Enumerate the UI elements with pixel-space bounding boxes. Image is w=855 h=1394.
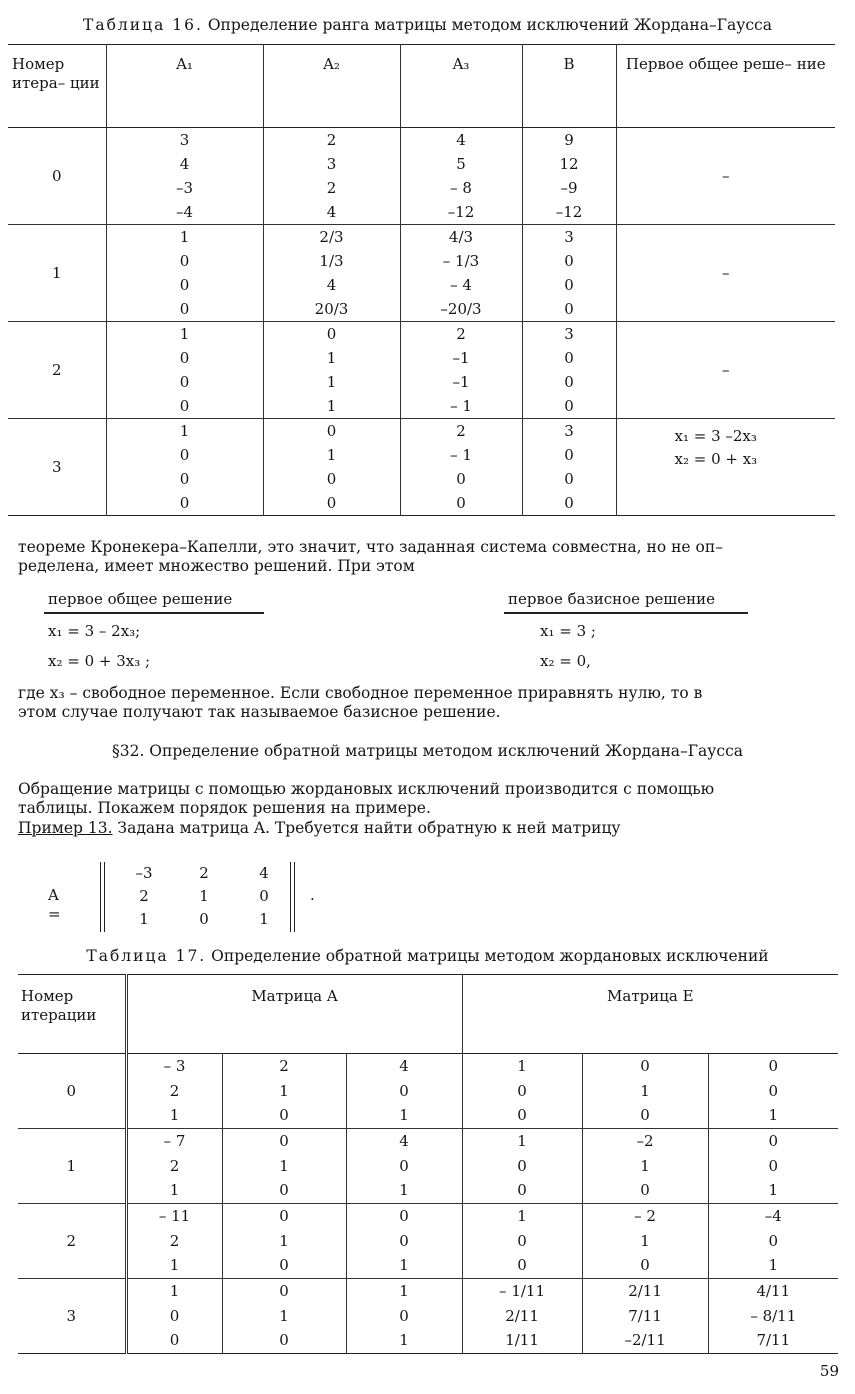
text-line: таблицы. Покажем порядок решения на примере. <box>18 799 431 818</box>
iteration-number: 3 <box>18 1279 126 1354</box>
matrix-cell: 1 <box>199 887 209 905</box>
basic-solution-rule <box>504 612 748 614</box>
paragraph-kronecker <box>18 538 838 577</box>
table16-row <box>8 419 835 516</box>
example-line <box>18 819 838 838</box>
table17-caption-text: Определение обратной матрицы методом жордановых исключений <box>211 947 769 965</box>
cell: 1 <box>399 1281 409 1300</box>
cell: –20/3 <box>440 299 482 318</box>
cell: 1 <box>640 1231 650 1250</box>
cell: 0 <box>279 1106 289 1125</box>
cell: 12 <box>559 154 579 173</box>
cell: 3 <box>326 154 337 173</box>
cell: 2 <box>279 1056 289 1075</box>
cell: 0 <box>399 1081 409 1100</box>
cell: 0 <box>179 348 190 367</box>
cell: 4/11 <box>756 1281 791 1300</box>
cell: 5 <box>456 154 466 173</box>
iteration-number: 0 <box>8 128 106 225</box>
table16-header-a3: A₃ <box>400 45 522 128</box>
cell: 1 <box>326 445 337 464</box>
table16 <box>8 44 835 516</box>
table17-header-matrix-a: Матрица A <box>126 975 462 1054</box>
cell: 0 <box>399 1206 409 1225</box>
text-line: ределена, имеет множество решений. При этом <box>18 557 415 576</box>
cell: 0 <box>399 1231 409 1250</box>
cell: 0 <box>179 493 190 512</box>
cell: 20/3 <box>314 299 349 318</box>
table16-header-row <box>8 45 835 128</box>
cell: 1 <box>279 1306 289 1325</box>
cell: 2/11 <box>628 1281 662 1300</box>
matrix-cell: 2 <box>199 864 209 882</box>
table16-caption-text: Определение ранга матрицы методом исключений Жордана–Гаусса <box>207 16 772 34</box>
cell: 0 <box>179 445 190 464</box>
cell: –12 <box>555 202 583 221</box>
cell: 7/11 <box>628 1306 662 1325</box>
cell: 0 <box>564 251 574 270</box>
cell: –4 <box>175 202 194 221</box>
cell: 0 <box>768 1081 779 1100</box>
cell: –4 <box>764 1206 782 1225</box>
cell: –2 <box>636 1131 654 1150</box>
cell: 3 <box>564 421 574 440</box>
cell: –1 <box>452 348 470 367</box>
cell: 2 <box>326 178 337 197</box>
cell: 0 <box>640 1106 650 1125</box>
cell: 1 <box>179 227 190 246</box>
cell: – 11 <box>158 1206 191 1225</box>
cell: 1 <box>768 1106 779 1125</box>
cell: 0 <box>517 1156 527 1175</box>
cell: 1 <box>517 1131 527 1150</box>
cell: 1 <box>179 421 190 440</box>
cell: 0 <box>564 372 574 391</box>
matrix-body <box>114 864 294 933</box>
table16-header-a1: A₁ <box>106 45 263 128</box>
cell: 1/3 <box>319 251 344 270</box>
text-line: теореме Кронекера–Капелли, это значит, что заданная система совместна, но не оп– <box>18 538 723 556</box>
cell: 1 <box>169 1181 180 1200</box>
cell: 2 <box>169 1231 180 1250</box>
cell: 4 <box>456 130 466 149</box>
cell: 0 <box>456 469 466 488</box>
cell: 0 <box>564 299 574 318</box>
matrix-cell: 2 <box>139 887 149 905</box>
iteration-number: 3 <box>8 419 106 516</box>
cell: 0 <box>326 324 337 343</box>
cell: 4 <box>326 275 337 294</box>
cell: 3 <box>564 227 574 246</box>
cell: 0 <box>169 1331 180 1350</box>
general-solution-rule <box>44 612 264 614</box>
cell: 4 <box>399 1056 409 1075</box>
cell: 1 <box>640 1156 650 1175</box>
table16-header-b: B <box>522 45 616 128</box>
cell: –1 <box>452 372 470 391</box>
cell: 0 <box>517 1106 527 1125</box>
iteration-number: 1 <box>8 225 106 322</box>
cell: 0 <box>640 1256 650 1275</box>
text-line: где x₃ – свободное переменное. Если свободное переменное приравнять нулю, то в <box>18 684 703 702</box>
cell: 0 <box>326 493 337 512</box>
cell: 0 <box>768 1231 779 1250</box>
table17-row <box>18 1279 838 1354</box>
cell: 0 <box>768 1156 779 1175</box>
cell: – 1 <box>450 445 472 464</box>
cell: 0 <box>564 493 574 512</box>
solution-eq-1: x₁ = 3 –2x₃ <box>674 427 757 445</box>
cell: 0 <box>640 1181 650 1200</box>
cell: – 1/3 <box>442 251 480 270</box>
text-line: этом случае получают так называемое базисное решение. <box>18 703 501 722</box>
cell: 2 <box>169 1081 180 1100</box>
cell: 0 <box>517 1081 527 1100</box>
paragraph-inverse <box>18 780 838 838</box>
general-solution-eq-1: x₁ = 3 – 2x₃; <box>48 622 141 640</box>
cell: 0 <box>279 1331 289 1350</box>
cell: 3 <box>564 324 574 343</box>
cell: 2 <box>456 421 466 440</box>
table17-header-matrix-e: Матрица E <box>462 975 838 1054</box>
table16-caption-label: Таблица 16. <box>83 16 203 34</box>
cell: 0 <box>279 1131 289 1150</box>
cell: 0 <box>564 275 574 294</box>
cell: 4 <box>326 202 337 221</box>
cell: – 1 <box>450 396 472 415</box>
cell: – 8 <box>450 178 472 197</box>
cell: 1 <box>399 1181 409 1200</box>
table16-caption <box>0 16 855 35</box>
cell: 1 <box>279 1231 289 1250</box>
cell: 4/3 <box>448 227 474 246</box>
iteration-number: 2 <box>8 322 106 419</box>
general-solution-eq-2: x₂ = 0 + 3x₃ ; <box>48 652 151 670</box>
table17 <box>18 974 838 1354</box>
section-heading: §32. Определение обратной матрицы методом исключений Жордана–Гаусса <box>111 742 743 760</box>
text-line: Обращение матрицы с помощью жордановых исключений производится с помощью <box>18 780 715 798</box>
table16-row <box>8 322 835 419</box>
example-label: Пример 13. <box>18 818 113 837</box>
matrix-tail: . <box>310 886 315 904</box>
cell: 0 <box>279 1281 289 1300</box>
paragraph-free-variable <box>18 684 838 723</box>
matrix-cell: 1 <box>139 910 149 928</box>
cell: 2 <box>169 1156 180 1175</box>
cell: 1 <box>169 1281 180 1300</box>
cell: – 4 <box>450 275 472 294</box>
cell: 1 <box>279 1156 289 1175</box>
matrix-name: A = <box>48 886 61 923</box>
solution-eq-2: x₂ = 0 + x₃ <box>674 449 758 468</box>
cell: 1 <box>169 1256 180 1275</box>
table17-row <box>18 1129 838 1204</box>
iteration-number: 0 <box>18 1054 126 1129</box>
cell: 1 <box>326 372 337 391</box>
iteration-number: 2 <box>18 1204 126 1279</box>
iteration-number: 1 <box>18 1129 126 1204</box>
cell: 2/3 <box>319 227 344 246</box>
matrix-cell: 4 <box>259 864 269 882</box>
cell: 1 <box>517 1056 527 1075</box>
cell: 0 <box>399 1156 409 1175</box>
basic-solution-title: первое базисное решение <box>508 590 715 608</box>
cell: 1 <box>326 348 337 367</box>
cell: 1 <box>399 1106 409 1125</box>
cell: 0 <box>326 469 337 488</box>
basic-solution-eq-2: x₂ = 0, <box>540 652 591 670</box>
cell: –2/11 <box>624 1331 666 1350</box>
table17-caption <box>0 947 855 966</box>
table17-header-iteration: Номер итерации <box>18 975 126 1054</box>
cell: 0 <box>517 1231 527 1250</box>
cell: 0 <box>179 469 190 488</box>
cell: –12 <box>447 202 475 221</box>
cell: 0 <box>564 469 574 488</box>
cell: 1 <box>768 1256 779 1275</box>
cell: 0 <box>179 372 190 391</box>
page-number: 59 <box>819 1362 839 1380</box>
table16-header-a2: A₂ <box>263 45 400 128</box>
cell: – 2 <box>634 1206 656 1225</box>
solution-cell: – <box>722 360 730 379</box>
cell: 1 <box>640 1081 650 1100</box>
basic-solution-eq-1: x₁ = 3 ; <box>540 622 596 640</box>
cell: 0 <box>456 493 466 512</box>
cell: 1/11 <box>505 1331 539 1350</box>
cell: 4 <box>399 1131 409 1150</box>
cell: 1 <box>399 1331 409 1350</box>
table16-row <box>8 225 835 322</box>
cell: 1 <box>169 1106 180 1125</box>
cell: –9 <box>560 178 578 197</box>
cell: 0 <box>517 1256 527 1275</box>
table16-header-iteration: Номер итера– ции <box>8 45 106 128</box>
cell: 1 <box>399 1256 409 1275</box>
cell: 1 <box>517 1206 527 1225</box>
cell: 0 <box>279 1256 289 1275</box>
cell: 0 <box>169 1306 180 1325</box>
cell: 7/11 <box>756 1331 791 1350</box>
example-text: Задана матрица A. Требуется найти обратную к ней матрицу <box>112 818 621 837</box>
cell: – 7 <box>163 1131 186 1150</box>
table17-header-row <box>18 975 838 1054</box>
cell: 0 <box>326 421 337 440</box>
cell: 1 <box>179 324 190 343</box>
solution-cell: – <box>722 166 730 185</box>
cell: 0 <box>279 1206 289 1225</box>
cell: – 3 <box>163 1056 186 1075</box>
table17-row <box>18 1054 838 1129</box>
cell: 9 <box>564 130 574 149</box>
matrix-right-bar <box>290 862 295 932</box>
cell: 0 <box>179 299 190 318</box>
cell: 0 <box>768 1131 779 1150</box>
cell: 1 <box>326 396 337 415</box>
cell: 0 <box>179 251 190 270</box>
cell: 0 <box>517 1181 527 1200</box>
cell: 0 <box>564 348 574 367</box>
cell: 2 <box>326 130 337 149</box>
table17-row <box>18 1204 838 1279</box>
matrix-cell: –3 <box>135 864 153 882</box>
table16-header-solution: Первое общее реше– ние <box>616 45 835 128</box>
general-solution-title: первое общее решение <box>48 590 233 608</box>
cell: 0 <box>564 445 574 464</box>
cell: – 8/11 <box>750 1306 797 1325</box>
cell: 0 <box>279 1181 289 1200</box>
table17-caption-label: Таблица 17. <box>86 947 207 965</box>
cell: 0 <box>564 396 574 415</box>
matrix-cell: 0 <box>259 887 269 905</box>
cell: 1 <box>279 1081 289 1100</box>
cell: 0 <box>179 396 190 415</box>
matrix-cell: 1 <box>259 910 269 928</box>
cell: 0 <box>179 275 190 294</box>
cell: –3 <box>175 178 194 197</box>
matrix-cell: 0 <box>199 910 209 928</box>
cell: 2 <box>456 324 466 343</box>
cell: – 1/11 <box>499 1281 545 1300</box>
cell: 1 <box>768 1181 779 1200</box>
cell: 0 <box>768 1056 779 1075</box>
cell: 4 <box>179 154 190 173</box>
cell: 3 <box>179 130 190 149</box>
cell: 0 <box>640 1056 650 1075</box>
cell: 2/11 <box>505 1306 539 1325</box>
table16-row <box>8 128 835 225</box>
solution-cell: – <box>722 263 730 282</box>
matrix-left-bar <box>100 862 105 932</box>
cell: 0 <box>399 1306 409 1325</box>
